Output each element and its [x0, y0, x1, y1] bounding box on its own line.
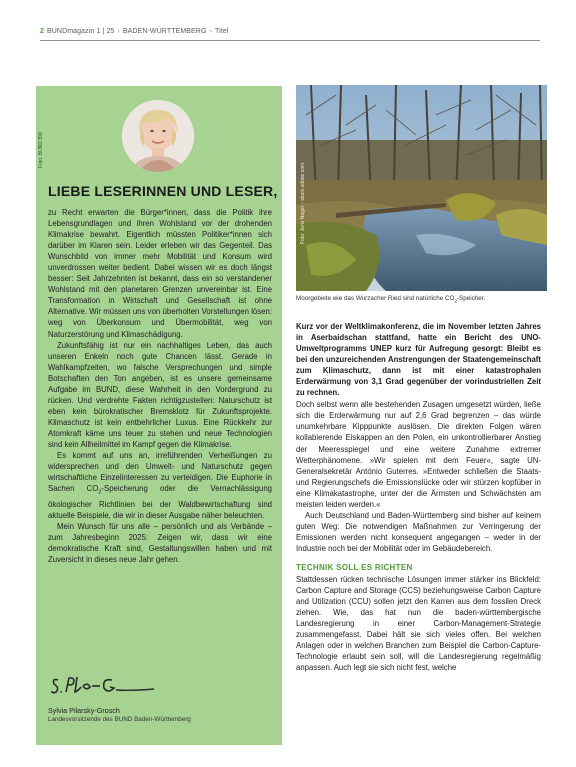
- article-lead: Kurz vor der Weltklimakonferenz, die im November letzten Jahres in Aserbaidschan stattfand, hatte ein Bericht des UNO-Umweltprogramms UNEP kurz für Aufregung gesorgt: Bleibt es bei den unzureichenden Anstrengungen der Staatengemeinschaft zum Klimaschutz, dann ist mit einer katastrophalen Erderwärmung von 3,1 Grad gegenüber der vorindustriellen Zeit zu rechnen.: [296, 322, 541, 398]
- page-header: [40, 28, 540, 35]
- magazine-name: BUNDmagazin 1 | 25: [47, 28, 115, 35]
- portrait-photo: [122, 100, 194, 172]
- editorial-paragraph: Mein Wunsch für uns alle – persönlich und als Verbände – zum Jahresbeginn 2025: Zeigen wir, dass wir eine demokratische Kraft sind, Gestaltungswillen haben und mit Zuversicht in dieses neue Jahr gehen.: [48, 521, 272, 564]
- editorial-body: [48, 207, 272, 565]
- moor-landscape-photo: [296, 85, 547, 291]
- signature-image: [50, 672, 160, 696]
- breadcrumb-separator: ›: [209, 28, 212, 35]
- editorial-title: LIEBE LESERINNEN UND LESER,: [48, 183, 278, 199]
- signature-name: Sylvia Pilarsky-Grosch: [48, 706, 120, 715]
- editorial-paragraph: Es kommt auf uns an, irreführenden Verheißungen zu widersprechen und den Umwelt- und Naturschutz gegen wirtschaftliche Einzelinteressen zu verteidigen. Die Euphorie in Sachen $CO_2$-Speicherung oder die Vernachlässigung ökologischer Richtlinien bei der Waldbewirtschaftung sind aktuelle Beispiele, die wir in dieser Ausgabe näher beleuchten.: [48, 451, 272, 520]
- article-paragraph: Stattdessen rücken technische Lösungen immer stärker ins Blickfeld: Carbon Capture and Storage (CCS) beziehungsweise Carbon Capture and Utilization (CCU) sollen jetzt den Karren aus dem fossilen Dreck ziehen. Wie, das hat nun die baden-württembergische Landesregierung in einer Carbon-Management-Strategie zusammengefasst. Dabei hält sie sich vieles offen. Bei welchen Anlagen oder in welchen Branchen zum Beispiel die Carbon-Capture-Technologie erlaubt sein soll, will die Landesregierung regelmäßig anpassen. Auch legt sie sich nicht fest, welche: [296, 574, 541, 673]
- article-paragraph: Auch Deutschland und Baden-Württemberg sind bisher auf keinem guten Weg: Die notwendigen Maßnahmen zur Verringerung der Emissionen werden nicht konsequent angegangen – weder in der Industrie noch bei der Mobilität oder im Gebäudebereich.: [296, 510, 541, 553]
- subsection-name: Titel: [214, 28, 229, 35]
- signature-role: Landesvorsitzende des BUND Baden-Württemberg: [48, 716, 191, 723]
- breadcrumb-separator: ›: [117, 28, 120, 35]
- section-name: BADEN-WÜRTTEMBERG: [122, 28, 207, 35]
- article-body: [296, 321, 541, 673]
- photo-caption: Moorgebiete wie das Wurzacher Ried sind natürliche $CO_2$-Speicher.: [296, 295, 486, 304]
- portrait-photo-credit: Foto: BUND BW: [38, 131, 44, 168]
- editorial-paragraph: zu Recht erwarten die Bürger*innen, dass die Politik ihre Lebensgrundlagen und ihren Wohlstand vor der drohenden Klimakrise bewahrt. Eigentlich müssten Politiker*innen sich darüber im Klaren sein. Leider erleben wir das Gegenteil. Das Wunschbild von immer mehr Mobilität und Konsum wird unverdrossen weiter bedient. Dabei wissen wir es doch längst besser: Seit Jahrzehnten ist bekannt, dass ein so verstandener Wohlstand mit den planetaren Grenzen unvereinbar ist. Eine Transformation in Wirtschaft und Gesellschaft ist ohne Alternative. Wir müssen uns von überholten Vorstellungen lösen: weg von Überkonsum und Übermobilität, weg von Naturzerstörung und Klimaschädigung.: [48, 208, 272, 339]
- page-number: 2: [40, 28, 44, 35]
- article-photo-credit: Foto: Jens Nagel – stock.adobe.com: [300, 162, 306, 244]
- article-subheading: TECHNIK SOLL ES RICHTEN: [296, 562, 413, 572]
- article-paragraph: Doch selbst wenn alle bestehenden Zusagen umgesetzt würden, ließe sich die Erderwärmung nur auf 2,6 Grad begrenzen – das würde unumkehrbare Kipppunkte auslösen. Die direkten Folgen wären kollabierende Eiskappen an den Polen, ein unkontrollierbarer Anstieg der Meeresspiegel und eine weitere Zunahme extremer Wetterphänomene. »Wir spielen mit dem Feuer«, sagte UN-Generalsekretär António Guterres. »Entweder schließen die Staats- und Regierungschefs die Emissionslücke oder wir stürzen kopfüber in eine Klimakatastrophe, unter der die Ärmsten und Schwächsten am meisten leiden werden.«: [296, 400, 541, 509]
- header-divider: [40, 40, 540, 41]
- editorial-paragraph: Zukunftsfähig ist nur ein nachhaltiges Leben, das auch unseren Enkeln noch gute Chancen lässt. Gerade in Wahlkampfzeiten, wo falsche Versprechungen und simple Botschaften den Ton angeben, ist es unsere gemeinsame Aufgabe im BUND, diese Wahrheit in den Vordergrund zu rücken. Und verdrehte Fakten richtigzustellen: Naturschutz ist eben kein bürokratischer Bremsklotz für Zukunftsprojekte. Klimaschutz ist kein entbehrlicher Luxus. Eine Rückkehr zur Atomkraft käme uns teuer zu stehen und neue Technologien sind kein Allheilmittel im Kampf gegen die Klimakrise.: [48, 340, 272, 449]
